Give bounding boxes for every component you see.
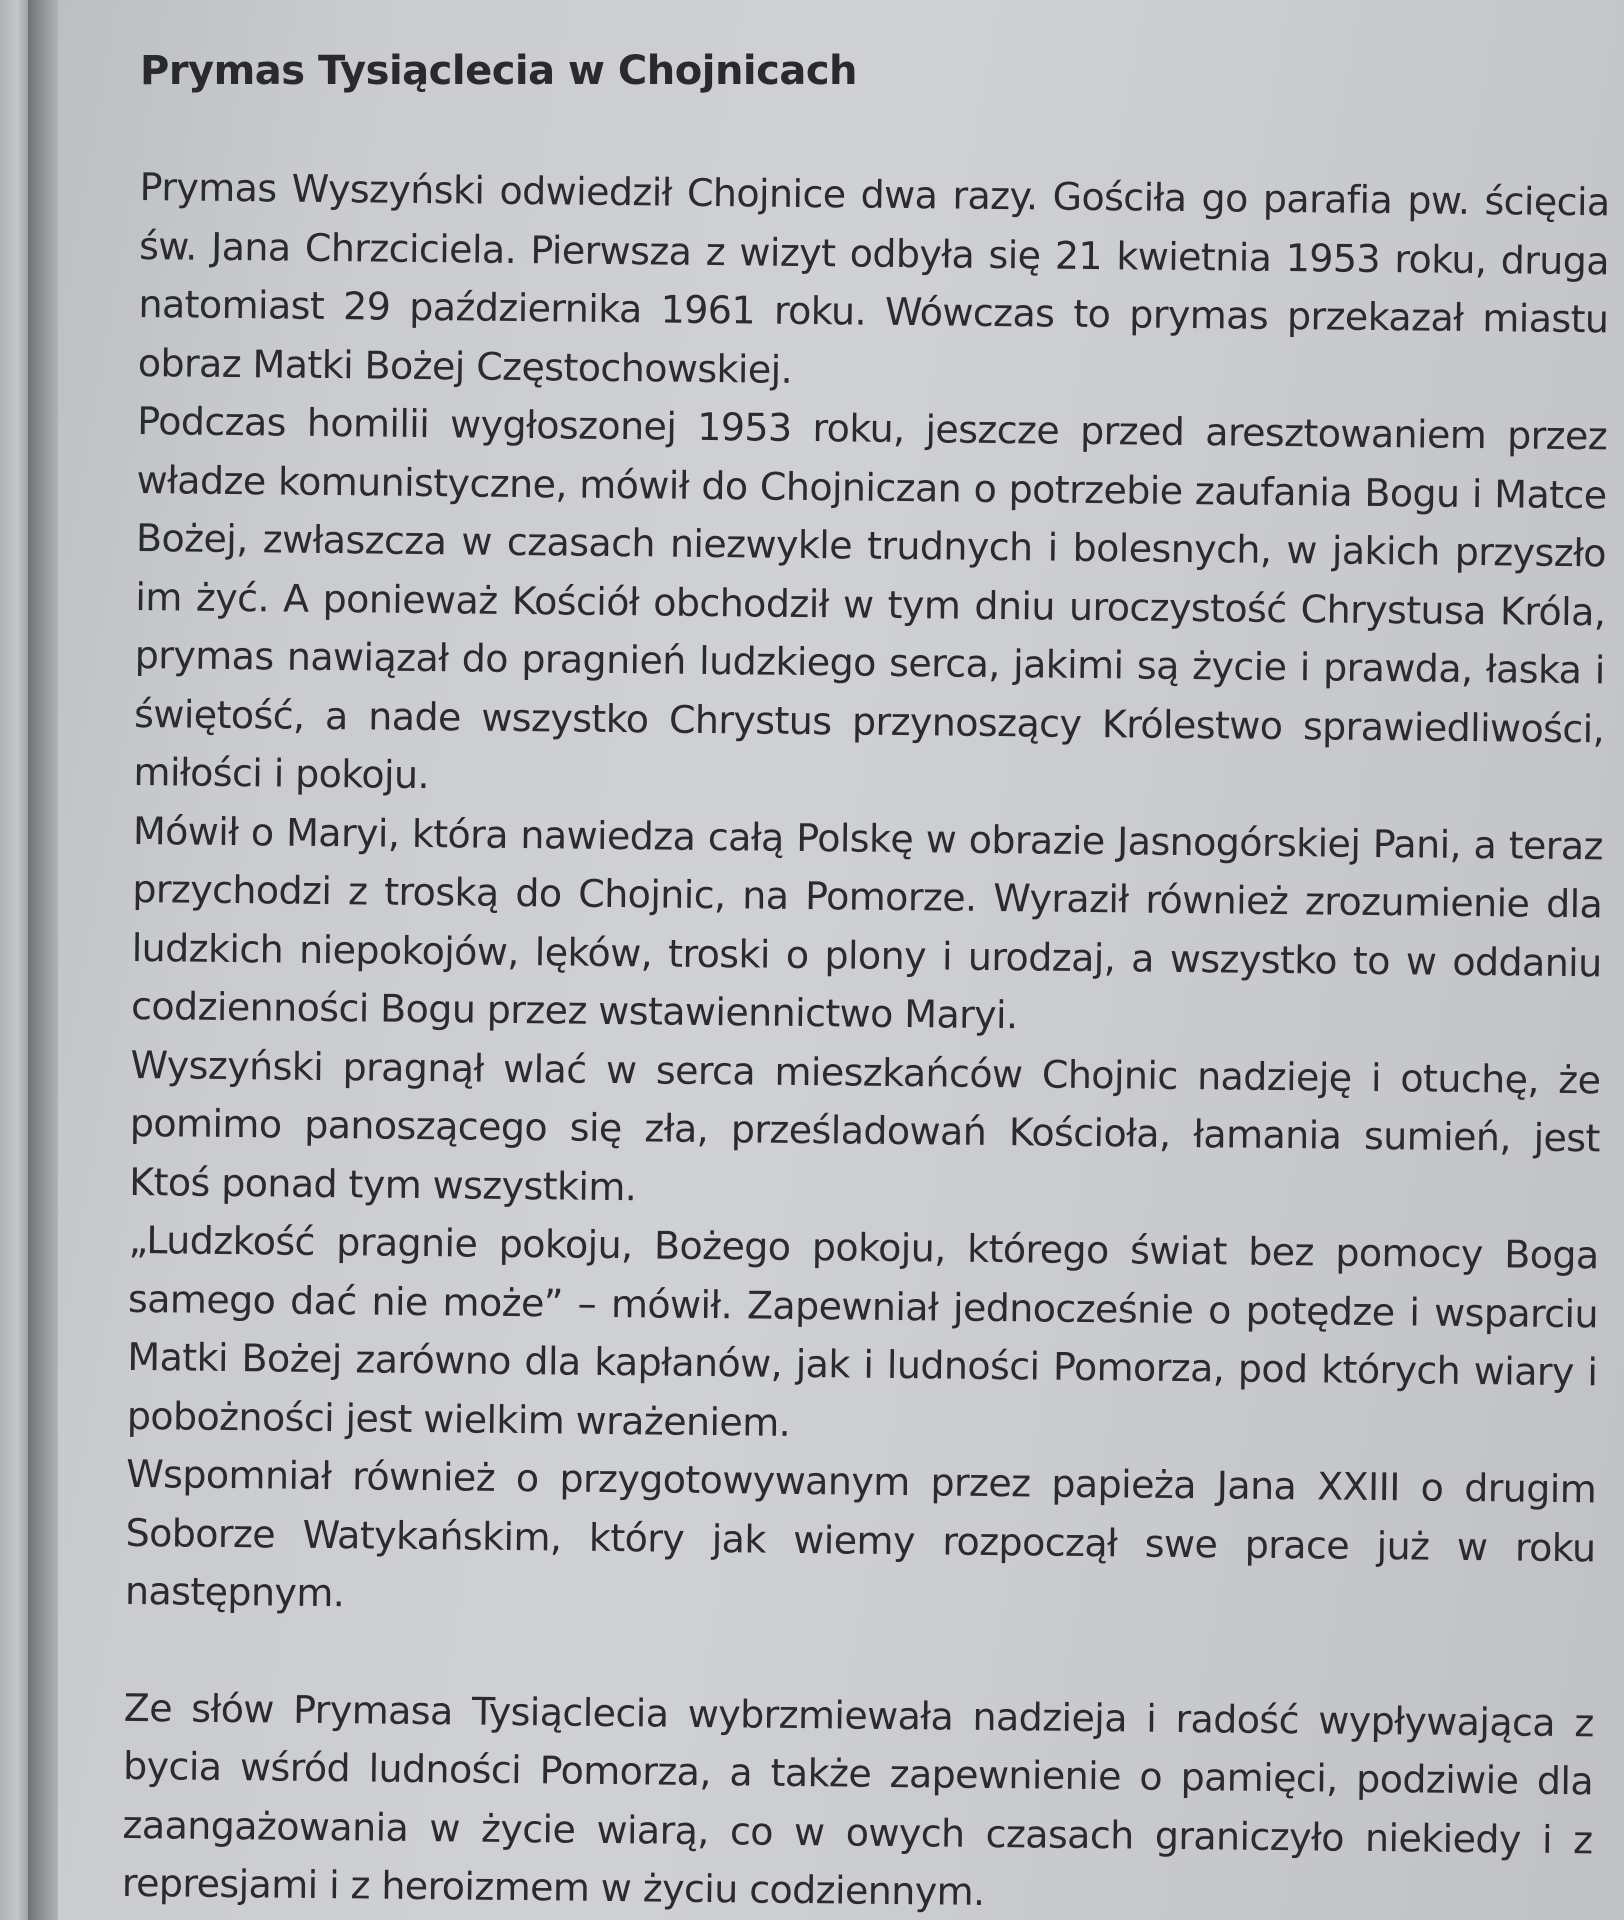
text-panel	[58, 0, 1624, 1920]
paragraph-visits: Prymas Wyszyński odwiedził Chojnice dwa razy. Gościła go parafia pw. ścięcia św. Jana Chrzciciela. Pierwsza z wizyt odbyła się 21 kwietnia 1953 roku, druga natomiast 29 października 1961 roku. Wówczas to prymas przekazał miastu obraz Matki Bożej Częstochowskiej.	[137, 164, 1610, 392]
paragraph-closing: Ze słów Prymasa Tysiąclecia wybrzmiewała nadzieja i radość wypływająca z bycia wśród ludności Pomorza, a także zapewnienie o pamięci, podziwie dla zaangażowania w życie wiarą, co w owych czasach graniczyło niekiedy i z represjami i z heroizmem w życiu codziennym.	[121, 1685, 1594, 1914]
board-left-edge	[0, 0, 28, 1920]
paragraph-hope: Wyszyński pragnął wlać w serca mieszkańców Chojnic nadzieję i otuchę, że pomimo panoszącego się zła, prześladowań Kościoła, łamania sumień, jest Ktoś ponad tym wszystkim.	[129, 1042, 1601, 1209]
paragraph-homily: Podczas homilii wygłoszonej 1953 roku, jeszcze przed aresztowaniem przez władze komunistyczne, mówił do Chojniczan o potrzebie zaufania Bogu i Matce Bożej, zwłaszcza w czasach niezwykle trudnych i bolesnych, w jakich przyszło im żyć. A ponieważ Kościół obchodził w tym dniu uroczystość Chrystusa Króla, prymas nawiązał do pragnień ludzkiego serca, jakimi są życie i prawda, łaska i świętość, a nade wszystko Chrystus przynoszący Królestwo sprawiedliwości, miłości i pokoju.	[133, 398, 1608, 798]
paragraph-mary: Mówił o Maryi, która nawiedza całą Polskę w obrazie Jasnogórskiej Pani, a teraz przychodzi z troską do Chojnic, na Pomorze. Wyraził również zrozumienie dla ludzkich niepokojów, lęków, troski o plony i urodzaj, a wszystko to w oddaniu codzienności Bogu przez wstawiennictwo Maryi.	[130, 808, 1604, 1038]
paragraph-council: Wspomniał również o przygotowywanym przez papieża Jana XXIII o drugim Soborze Watykańskim, który jak wiemy rozpoczął swe prace już w roku następnym.	[124, 1451, 1597, 1616]
body-text	[122, 158, 1610, 1920]
paragraph-quote: „Ludzkość pragnie pokoju, Bożego pokoju, którego świat bez pomocy Boga samego dać nie może” – mówił. Zapewniał jednocześnie o potędze i wsparciu Matki Bożej zarówno dla kapłanów, jak i ludności Pomorza, pod których wiary i pobożności jest wielkim wrażeniem.	[126, 1217, 1599, 1445]
page-title: Prymas Tysiąclecia w Chojnicach	[140, 48, 858, 94]
board-frame-strip	[28, 0, 58, 1920]
